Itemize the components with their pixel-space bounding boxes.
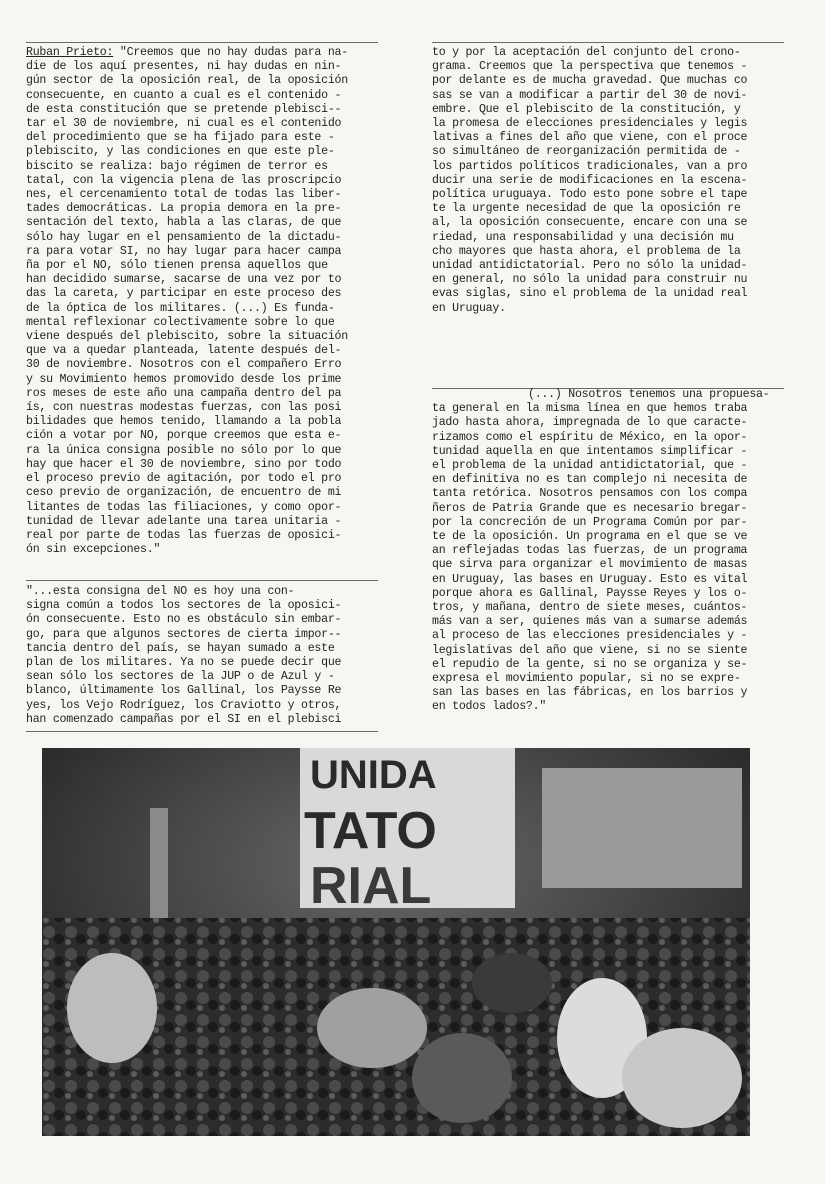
right-column — [432, 46, 782, 316]
right-column-lower — [432, 388, 782, 715]
banner-line-3: RIAL — [310, 857, 432, 915]
audience-member-center — [317, 988, 427, 1068]
event-photo — [42, 748, 750, 1136]
crowd-head — [472, 953, 552, 1013]
speaker-name: Ruban Prieto: — [26, 46, 114, 59]
audience-member-left — [67, 953, 157, 1063]
audience-member-front — [412, 1033, 512, 1123]
continuation-paragraph: to y por la aceptación del conjunto del crono- grama. Creemos que la perspectiva que tenemos - por delante es de mucha gravedad. Que muchas co sas se van a modificar a partir del 30 de novi- embre. Que el plebiscito de la constitución, y la promesa de elecciones presidenciales y legis lativas a fines del año que viene, con el proce so simultáneo de reorganización permitida de - los partidos políticos tradicionales, van a pro ducir una serie de modificaciones en la escena- política uruguaya. Todo esto pone sobre el tape te la urgente necesidad de que la oposición re al, la oposición consecuente, encare con una se riedad, una responsabilidad y una decisión mu cho mayores que hasta ahora, el problema de la unidad antidictatorial. Pero no sólo la unidad- en general, no sólo la unidad para construir nu evas siglas, sino el problema de la unidad real en Uruguay. — [432, 46, 748, 315]
audience-member-right — [622, 1028, 742, 1128]
left-column — [26, 46, 374, 557]
quote-paragraph-3 — [432, 388, 782, 715]
right-column-top-rule — [432, 42, 784, 43]
left-column-bottom-rule — [26, 731, 378, 732]
photo-illustration — [42, 748, 750, 1136]
quote-1-text: "Creemos que no hay dudas para na- die de los aquí presentes, ni hay dudas en nin- gún sector de la oposición real, de la oposición consecuente, en cuanto a cual es el contenido - de esta constitución que se pretende plebisci-- tar el 30 de noviembre, ni cual es el contenido del procedimiento que se ha fijado para este - plebiscito, y las condiciones en que este ple- biscito se realiza: bajo régimen de terror es tatal, con la vigencia plena de las proscripcio nes, el cercenamiento total de todas las liber- tades democráticas. La propia demora en la pre- sentación del texto, habla a las claras, de que sólo hay lugar en el pensamiento de la dictadu- ra para votar SI, no hay lugar para hacer campa ña por el NO, sólo tienen prensa aquellos que han decidido sumarse, sacarse de una vez por to das la careta, y participar en este proceso des de la óptica de los militares. (...) Es funda- mental reflexionar colectivamente sobre lo que viene después del plebiscito, sobre la situación que va a quedar planteada, latente después del- 30 de noviembre. Nosotros con el compañero Erro y su Movimiento hemos promovido desde los prime ros meses de este año una campaña dentro del pa ís, con nuestras modestas fuerzas, con las posi bilidades que hemos tenido, llamando a la pobla ción a votar por NO, porque creemos que esta e- ra la única consigna posible no sólo por lo que hay que hacer el 30 de noviembre, sino por todo el proceso previo de agitación, por todo el pro ceso previo de organización, de encuentro de mi litantes de todas las filiaciones, y como opor- tunidad de llevar adelante una tarea unitaria - real por parte de todas las fuerzas de oposici- ón sin excepciones." — [26, 46, 348, 557]
quote-3-text: (...) Nosotros tenemos una propuesa- ta general en la misma línea en que hemos traba jado hasta ahora, impregnada de lo que caracte- rizamos como el espíritu de México, en la opor- tunidad aquella en que intentamos simplificar - el problema de la unidad antidictatorial, que - en definitiva no es tan complejo ni necesita de tanta retórica. Nosotros pensamos con los compa ñeros de Patria Grande que es necesario bregar- por la concreción de un Programa Común por par- te de la oposición. Un programa en el que se ve an reflejadas todas las fuerzas, de un programa que sirva para organizar el movimiento de masas en Uruguay, las bases en Uruguay. Esto es vital porque ahora es Gallinal, Paysse Reyes y los o- tros, y mañana, dentro de siete meses, cuántos- más van a ser, quienes más van a sumarse además al proceso de las elecciones presidenciales y - legislativas del año que viene, si no se siente el repudio de la gente, si no se organiza y se- expresa el movimiento popular, si no se expre- san las bases en las fábricas, en los barrios y en todos lados?." — [432, 388, 770, 714]
left-column-lower — [26, 585, 374, 727]
window-light — [542, 768, 742, 888]
banner-line-1: UNIDA — [310, 753, 437, 797]
quote-paragraph-2: "...esta consigna del NO es hoy una con- signa común a todos los sectores de la oposici- ón consecuente. Esto no es obstáculo sin embar- go, para que algunos sectores de cierta impor-- tancia dentro del país, se hayan sumado a este plan de los militares. Ya no se puede decir que sean sólo los sectores de la JUP o de Azul y - blanco, últimamente los Gallinal, los Paysse Re yes, los Vejo Rodríguez, los Craviotto y otros, han comenzado campañas por el SI en el plebisci — [26, 585, 342, 726]
left-column-top-rule — [26, 42, 378, 43]
quote-paragraph-1 — [26, 46, 374, 557]
banner-line-2: TATO — [304, 802, 437, 860]
left-column-mid-rule — [26, 580, 378, 581]
